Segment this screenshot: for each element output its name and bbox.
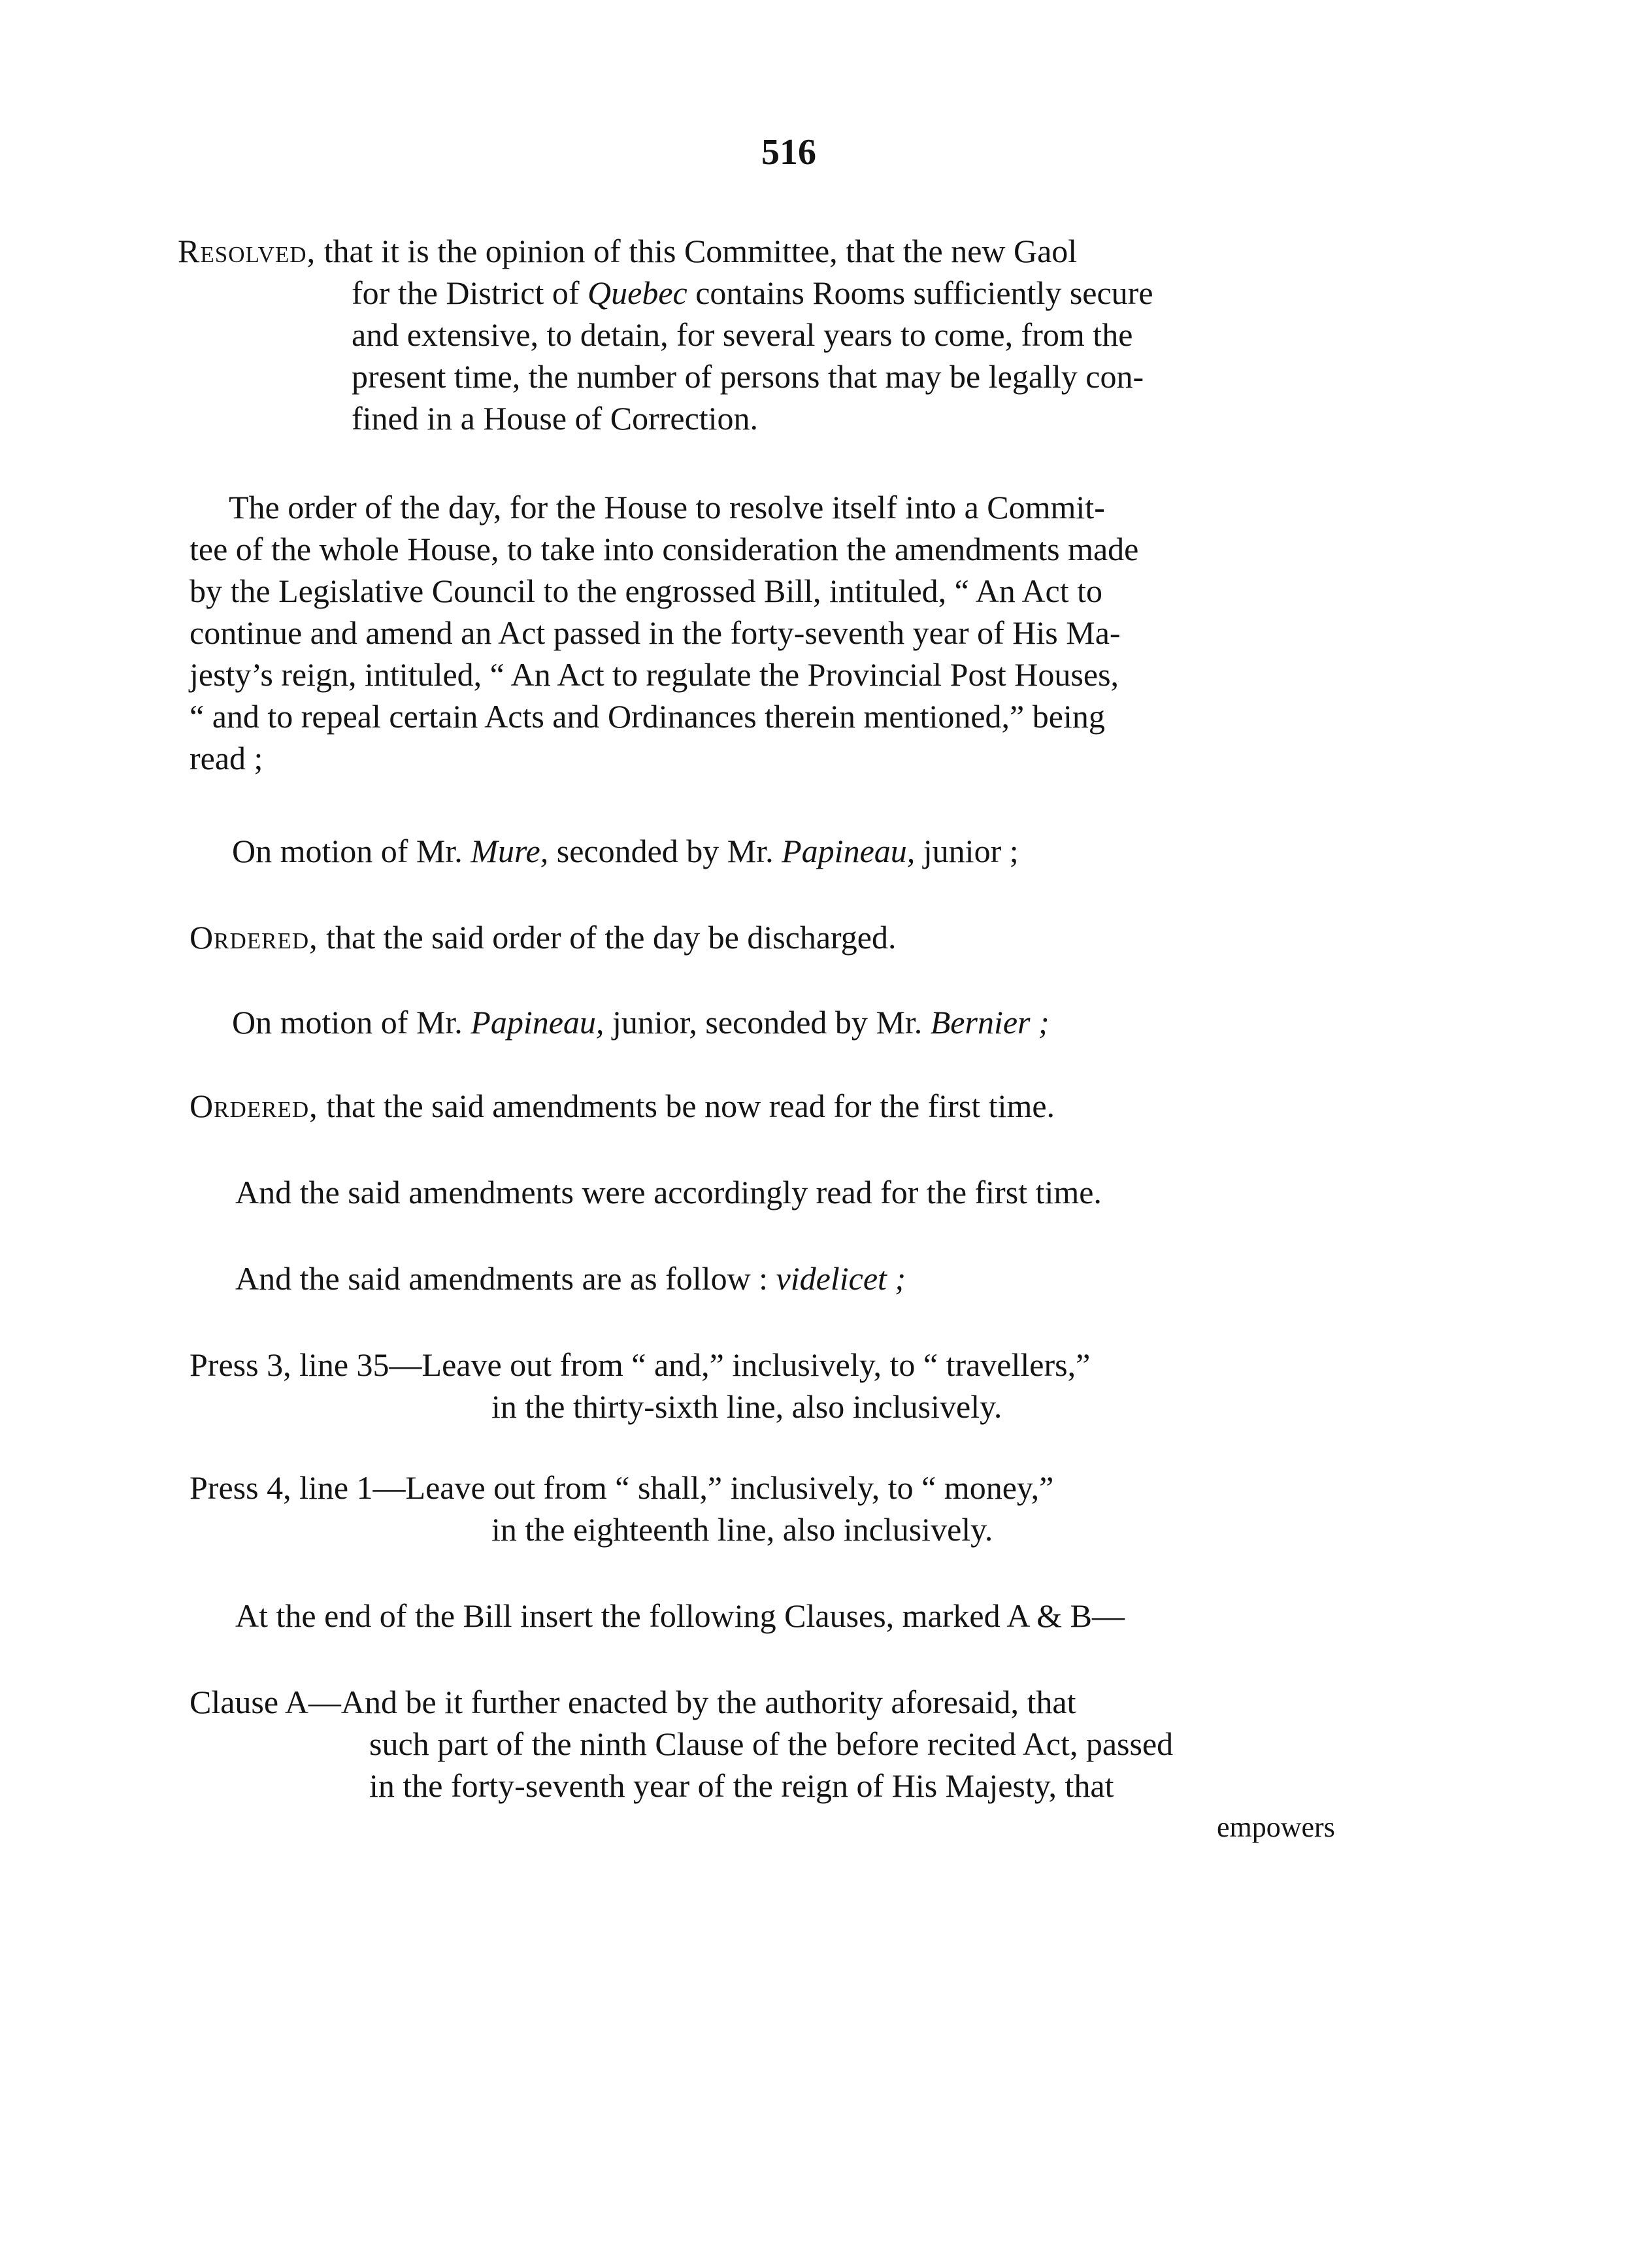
resolved-text-2a: for the District of (352, 275, 588, 311)
press-4-line-2: in the eighteenth line, also inclusively. (491, 1511, 993, 1548)
resolved-text-2b: contains Rooms sufficiently secure (687, 275, 1153, 311)
order-line-6: “ and to repeal certain Acts and Ordinances therein mentioned,” being (190, 698, 1105, 735)
ordered-2-label: Ordered, (190, 1088, 318, 1124)
ordered-1 (190, 915, 897, 959)
motion-1-c: junior ; (915, 833, 1019, 869)
ordered-2-text: that the said amendments be now read for the first time. (318, 1088, 1055, 1124)
motion-1-b: seconded by Mr. (548, 833, 782, 869)
resolved-line-4: present time, the number of persons that may be legally con- (352, 358, 1144, 395)
ordered-1-text: that the said order of the day be discharged. (318, 919, 897, 956)
clause-a-line-3: in the forty-seventh year of the reign of His Majesty, that (369, 1767, 1114, 1804)
resolved-line-1 (178, 229, 1408, 273)
resolved-label: Resolved, (178, 233, 316, 269)
motion-2 (232, 1000, 1050, 1044)
follow-line-videlicet: videlicet ; (776, 1260, 906, 1297)
order-line-2: tee of the whole House, to take into consideration the amendments made (190, 531, 1139, 567)
clause-a-line-2: such part of the ninth Clause of the before recited Act, passed (369, 1726, 1174, 1762)
motion-2-a: On motion of Mr. (232, 1004, 471, 1041)
motion-1-seconder: Papineau, (782, 833, 916, 869)
order-line-7: read ; (190, 740, 263, 776)
motion-2-b: junior, seconded by Mr. (604, 1004, 931, 1041)
ordered-2 (190, 1084, 1055, 1128)
motion-2-mover: Papineau, (471, 1004, 604, 1041)
page-number: 516 (761, 132, 816, 173)
resolved-line-5: fined in a House of Correction. (352, 400, 759, 437)
resolved-line-2 (352, 271, 1153, 315)
clause-a-line-1: Clause A—And be it further enacted by the authority aforesaid, that (190, 1684, 1076, 1720)
motion-1-mover: Mure, (471, 833, 549, 869)
motion-1 (232, 829, 1019, 873)
resolved-line-3: and extensive, to detain, for several years to come, from the (352, 316, 1133, 353)
order-line-1: The order of the day, for the House to resolve itself into a Commit- (229, 489, 1105, 525)
catchword: empowers (1217, 1811, 1335, 1843)
clauses-line: At the end of the Bill insert the following Clauses, marked A & B— (235, 1597, 1125, 1634)
ordered-1-label: Ordered, (190, 919, 318, 956)
motion-2-seconder: Bernier ; (930, 1004, 1050, 1041)
follow-line-a: And the said amendments are as follow : (235, 1260, 776, 1297)
read-line: And the said amendments were accordingly read for the first time. (235, 1174, 1102, 1210)
place-quebec: Quebec (587, 275, 687, 311)
follow-line (235, 1256, 906, 1301)
order-line-4: continue and amend an Act passed in the forty-seventh year of His Ma- (190, 614, 1121, 651)
order-line-3: by the Legislative Council to the engrossed Bill, intituled, “ An Act to (190, 573, 1103, 609)
press-3-line-2: in the thirty-sixth line, also inclusively. (491, 1388, 1002, 1425)
press-4-line-1: Press 4, line 1—Leave out from “ shall,” inclusively, to “ money,” (190, 1469, 1054, 1506)
resolved-text-1: that it is the opinion of this Committee, that the new Gaol (323, 233, 1078, 269)
order-line-5: jesty’s reign, intituled, “ An Act to regulate the Provincial Post Houses, (190, 656, 1119, 693)
press-3-line-1: Press 3, line 35—Leave out from “ and,” inclusively, to “ travellers,” (190, 1346, 1091, 1383)
motion-1-a: On motion of Mr. (232, 833, 471, 869)
